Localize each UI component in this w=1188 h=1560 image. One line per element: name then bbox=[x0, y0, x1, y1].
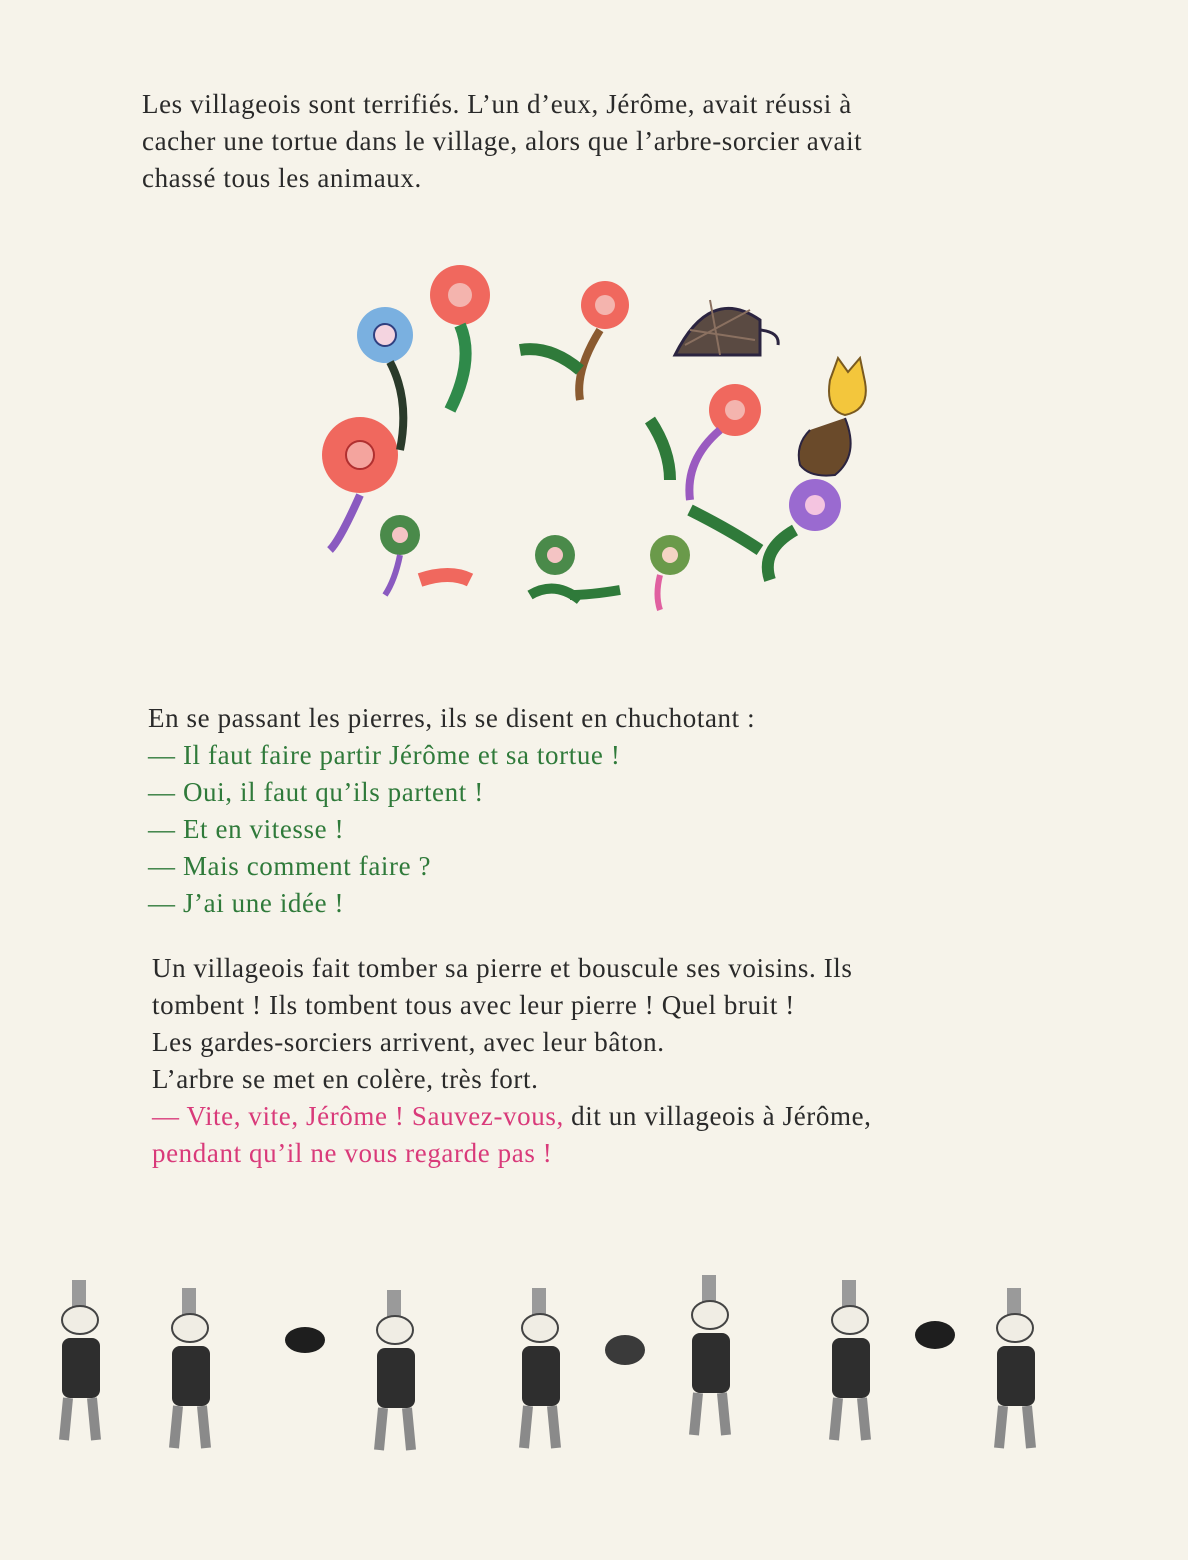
villager-figure bbox=[692, 1275, 730, 1435]
dialogue-line: — Mais comment faire ? bbox=[148, 851, 432, 881]
paragraph-escape bbox=[152, 950, 1052, 1172]
text-line: Un villageois fait tomber sa pierre et bouscule ses voisins. Ils bbox=[152, 953, 853, 983]
flower-ring-illustration bbox=[290, 250, 910, 640]
dialogue-line: — Il faut faire partir Jérôme et sa tortue ! bbox=[148, 740, 621, 770]
dialogue-quote: — Vite, vite, Jérôme ! Sauvez-vous, bbox=[152, 1101, 564, 1131]
green-flower bbox=[570, 535, 690, 610]
villager-figure bbox=[522, 1288, 560, 1448]
villager-figure bbox=[997, 1288, 1035, 1448]
purple-flower bbox=[690, 479, 841, 580]
dialogue-line: — Et en vitesse ! bbox=[148, 814, 345, 844]
turtle-drawing bbox=[675, 300, 778, 355]
dialogue-quote: pendant qu’il ne vous regarde pas ! bbox=[152, 1138, 553, 1168]
text-line: L’arbre se met en colère, très fort. bbox=[152, 1064, 539, 1094]
villager-figure bbox=[832, 1280, 870, 1440]
villager-figure bbox=[172, 1288, 210, 1448]
paragraph-whisper bbox=[148, 700, 1048, 922]
text-line: Les gardes-sorciers arrivent, avec leur bâton. bbox=[152, 1027, 665, 1057]
text-line: Les villageois sont terrifiés. L’un d’eux, Jérôme, avait réussi à bbox=[142, 89, 852, 119]
red-flower bbox=[430, 265, 490, 410]
narration-text: dit un villageois à Jérôme, bbox=[563, 1101, 872, 1131]
green-flower bbox=[380, 515, 470, 595]
text-line bbox=[152, 1098, 1052, 1135]
red-flower bbox=[520, 281, 629, 400]
text-line: chassé tous les animaux. bbox=[142, 163, 422, 193]
villagers-illustration bbox=[0, 1270, 1188, 1470]
text-line: tombent ! Ils tombent tous avec leur pierre ! Quel bruit ! bbox=[152, 990, 795, 1020]
paragraph-intro bbox=[142, 86, 1042, 197]
red-flower bbox=[650, 384, 761, 500]
stone-drawing bbox=[285, 1327, 325, 1353]
text-line: En se passant les pierres, ils se disent en chuchotant : bbox=[148, 703, 756, 733]
dialogue-line: — J’ai une idée ! bbox=[148, 888, 345, 918]
stone-drawing bbox=[605, 1335, 645, 1365]
cat-drawing bbox=[799, 358, 866, 476]
villager-figure bbox=[62, 1280, 100, 1440]
text-line: cacher une tortue dans le village, alors que l’arbre-sorcier avait bbox=[142, 126, 863, 156]
villager-figure bbox=[377, 1290, 415, 1450]
stone-drawing bbox=[915, 1321, 955, 1349]
dialogue-line: — Oui, il faut qu’ils partent ! bbox=[148, 777, 484, 807]
